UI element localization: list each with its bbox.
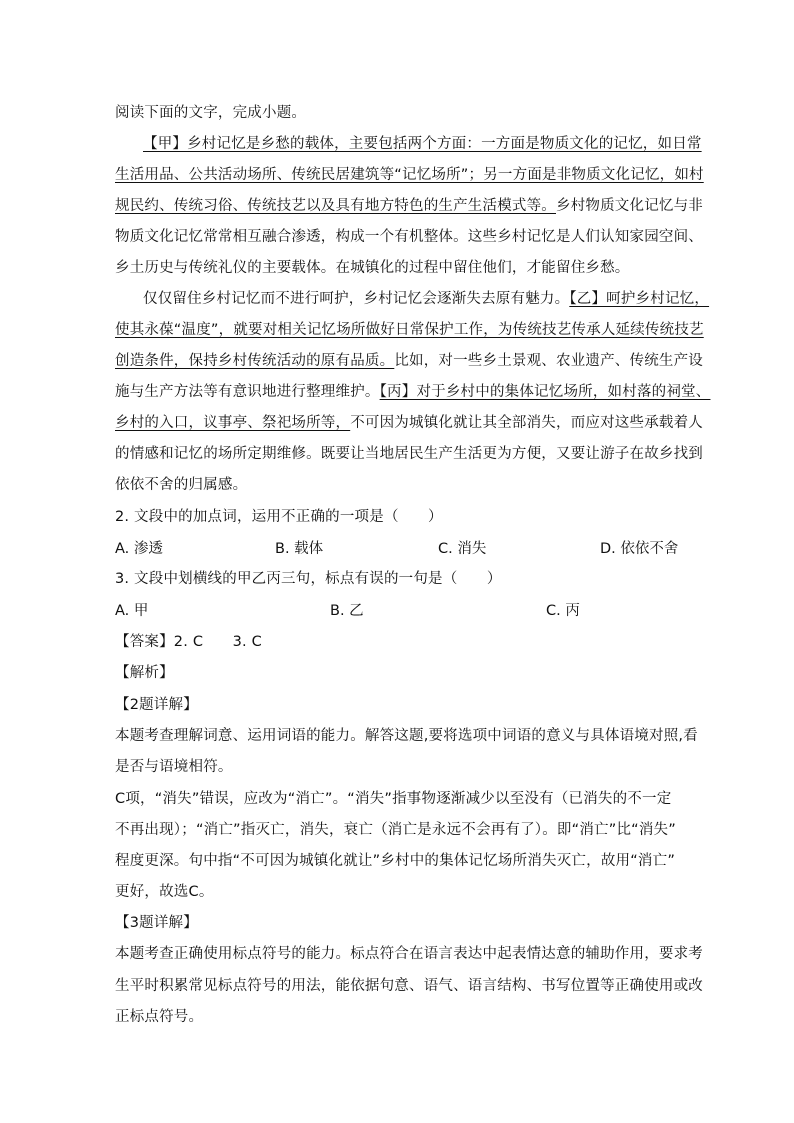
question-3-option-c: C. 丙 [546, 603, 580, 619]
detail-2-heading: 【2题详解】 [115, 697, 198, 713]
question-2-stem: 2. 文段中的加点词，运用不正确的一项是（ ） [115, 509, 443, 525]
detail-3-heading: 【3题详解】 [115, 915, 198, 931]
question-3-stem: 3. 文段中划横线的甲乙丙三句，标点有误的一句是（ ） [115, 571, 502, 587]
underlined-sentence-yi: 【乙】呵护乡村记忆， [569, 291, 710, 307]
detail-3-line: 生平时积累常见标点符号的用法，能依据句意、语气、语言结构、书写位置等正确使用或改 [115, 978, 703, 994]
detail-2-line: 不再出现）；“消亡”指灭亡，消失，衰亡（消亡是永远不会再有了）。即“消亡”比“消失” [115, 822, 676, 838]
question-2-option-b: B. 载体 [275, 541, 324, 557]
underlined-sentence-jia: 【甲】乡村记忆是乡愁的载体，主要包括两个方面：一方面是物质文化的记忆，如日常 [143, 136, 702, 152]
passage-p1-line: 物质文化记忆常常相互融合渗透，构成一个有机整体。这些乡村记忆是人们认知家园空间、 [115, 229, 703, 245]
detail-2-line: 本题考查理解词意、运用词语的能力。解答这题,要将选项中词语的意义与具体语境对照,看 [115, 728, 698, 744]
detail-2-line: 程度更深。句中指“不可因为城镇化就让”乡村中的集体记忆场所消失灭亡，故用“消亡” [115, 853, 676, 869]
passage-p2-line: 施与生产方法等有意识地进行整理维护。【丙】对于乡村中的集体记忆场所，如村落的祠堂、 [115, 384, 711, 400]
detail-2-line: C项，“消失”错误，应改为“消亡”。“消失”指事物逐渐减少以至没有（已消失的不一定 [115, 791, 672, 807]
detail-3-line: 正标点符号。 [115, 1009, 204, 1025]
passage-p1-line [143, 134, 713, 154]
question-3-option-b: B. 乙 [330, 603, 364, 619]
answer-line: 【答案】2. C 3. C [115, 634, 262, 650]
analysis-heading: 【解析】 [115, 665, 174, 681]
question-2-option-a: A. 渗透 [115, 541, 163, 557]
passage-p2-line: 依依不舍的归属感。 [115, 477, 248, 493]
passage-p2-line: 使其永葆“温度”，就要对相关记忆场所做好日常保护工作，为传统技艺传承人延续传统技艺 [115, 322, 704, 338]
detail-3-line: 本题考查正确使用标点符号的能力。标点符合在语言表达中起表情达意的辅助作用，要求考 [115, 946, 703, 962]
detail-2-line: 是否与语境相符。 [115, 759, 233, 775]
passage-p1-line: 规民约、传统习俗、传统技艺以及具有地方特色的生产生活模式等。乡村物质文化记忆与非 [115, 198, 703, 214]
passage-p2-line: 的情感和记忆的场所定期维修。既要让当地居民生产生活更为方便，又要让游子在故乡找到 [115, 446, 703, 462]
passage-p2-line: 创造条件，保持乡村传统活动的原有品质。比如，对一些乡土景观、农业遗产、传统生产设 [115, 353, 704, 369]
passage-p1-line: 生活用品、公共活动场所、传统民居建筑等“记忆场所”；另一方面是非物质文化记忆，如村 [115, 167, 704, 183]
question-3-option-a: A. 甲 [115, 603, 149, 619]
intro-text: 阅读下面的文字，完成小题。 [115, 105, 307, 121]
passage-p1-line: 乡土历史与传统礼仪的主要载体。在城镇化的过程中留住他们，才能留住乡愁。 [115, 260, 630, 276]
question-2-option-d: D. 依依不舍 [600, 541, 679, 557]
detail-2-line: 更好，故选C。 [115, 884, 214, 900]
question-2-option-c: C. 消失 [438, 541, 487, 557]
passage-p2-line: 仅仅留住乡村记忆而不进行呵护，乡村记忆会逐渐失去原有魅力。【乙】呵护乡村记忆， [143, 291, 710, 307]
underlined-sentence-bing: 【丙】对于乡村中的集体记忆场所，如村落的祠堂、 [379, 384, 711, 400]
passage-p2-line: 乡村的入口，议事亭、祭祀场所等，不可因为城镇化就让其全部消失，而应对这些承载着人 [115, 415, 704, 431]
